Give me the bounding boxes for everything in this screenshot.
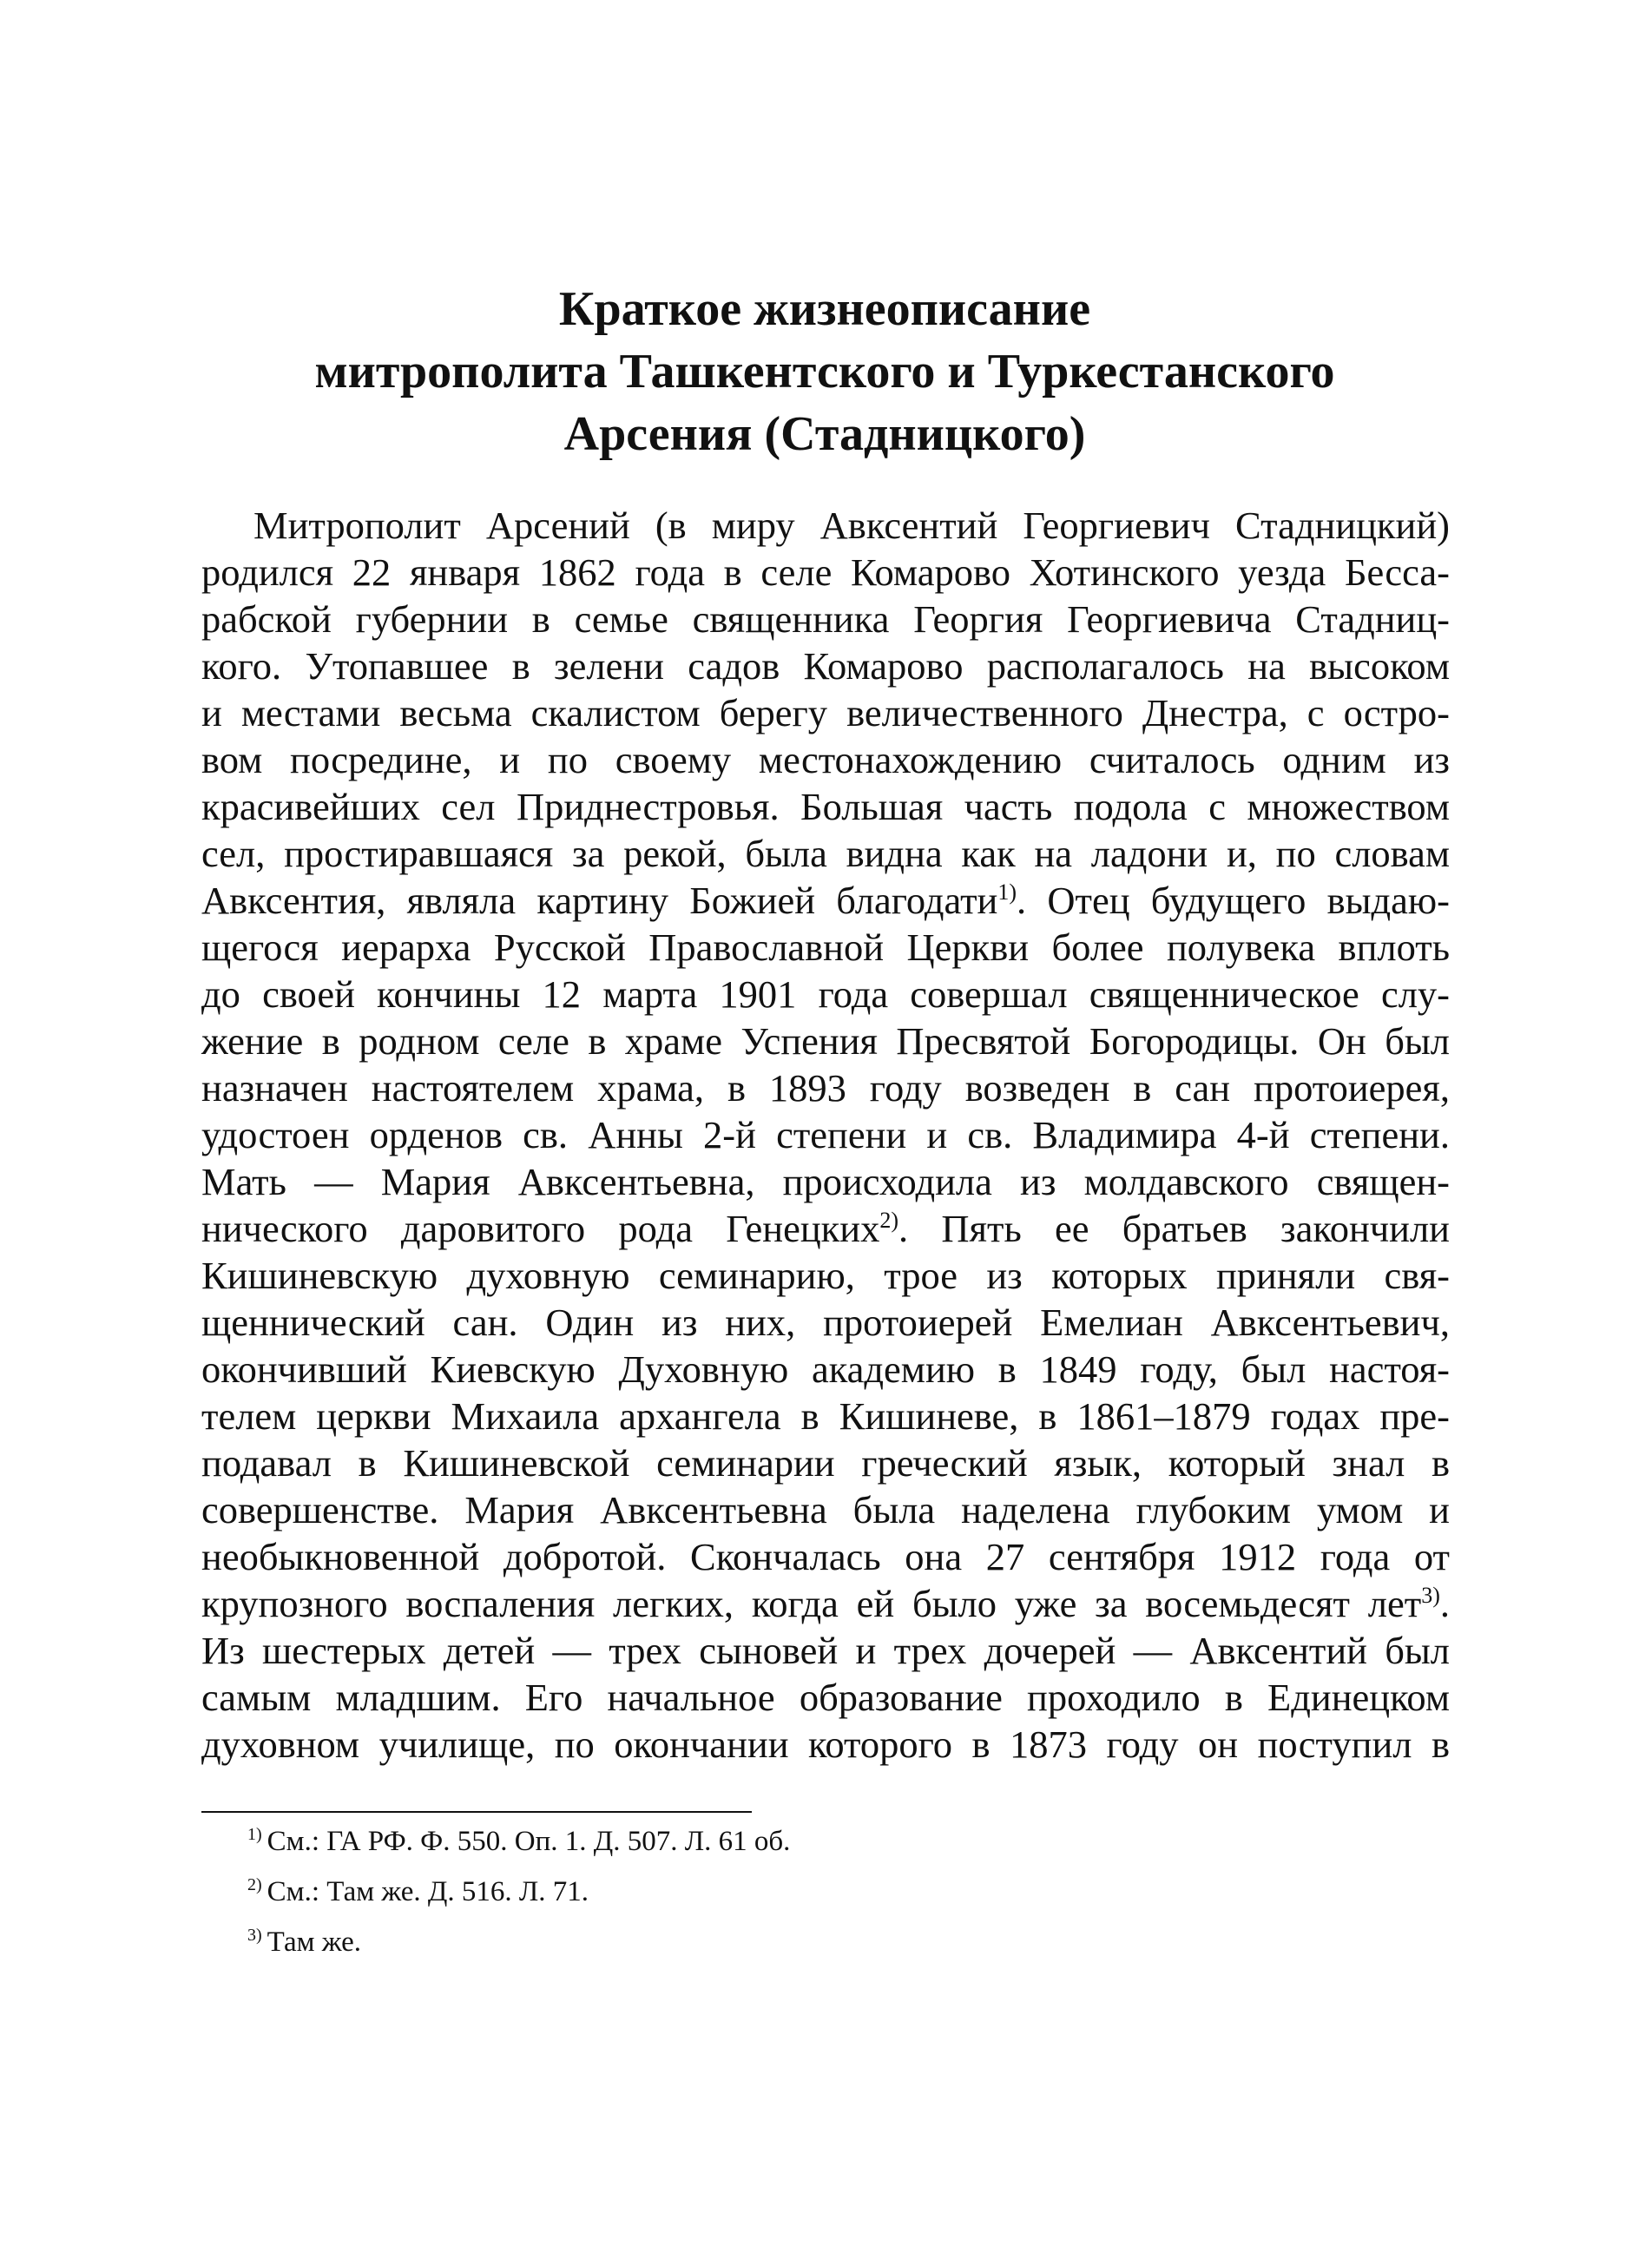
body-line xyxy=(201,1393,1450,1439)
body-line xyxy=(201,1158,1450,1205)
body-line-text: духовном училище, по окончании которого в 1873 году он поступил в xyxy=(201,1722,1450,1766)
body-line xyxy=(201,1111,1450,1158)
footnote-mark: 3) xyxy=(247,1926,262,1945)
body-line-text: окончивший Киевскую Духовную академию в 1849 году, был настоя- xyxy=(201,1347,1450,1391)
body-line xyxy=(201,1674,1450,1721)
body-line-text: и местами весьма скалистом берегу величественного Днестра, с остро- xyxy=(201,691,1450,734)
body-line xyxy=(201,1252,1450,1299)
body-line-text: красивейших сел Приднестровья. Большая часть подола с множеством xyxy=(201,785,1450,828)
body-line-text: щеннический сан. Один из них, протоиерей Емелиан Авксентьевич, xyxy=(201,1301,1450,1344)
body-line-text: Авксентия, являла картину Божией благодати xyxy=(201,879,998,922)
body-line-text: крупозного воспаления легких, когда ей было уже за восемьдесят лет xyxy=(201,1582,1422,1625)
footnote-text: См.: Там же. Д. 516. Л. 71. xyxy=(267,1876,589,1907)
body-line xyxy=(201,689,1450,736)
body-line-text: необыкновенной добротой. Скончалась она 27 сентября 1912 года от xyxy=(201,1535,1450,1578)
body-line xyxy=(201,1721,1450,1768)
body-line-text: кого. Утопавшее в зелени садов Комарово располагалось на высоком xyxy=(201,644,1450,688)
body-line xyxy=(201,1064,1450,1111)
body-line xyxy=(201,736,1450,783)
body-line xyxy=(201,1580,1450,1627)
footnote-1 xyxy=(247,1816,1445,1867)
body-line-text: до своей кончины 12 марта 1901 года совершал священническое слу- xyxy=(201,972,1450,1016)
body-line-text: щегося иерарха Русской Православной Церкви более полувека вплоть xyxy=(201,925,1450,969)
body-text xyxy=(201,502,1450,1768)
footnote-mark: 1) xyxy=(247,1825,262,1844)
body-line xyxy=(201,783,1450,830)
footnotes xyxy=(247,1816,1445,1967)
footnote-divider xyxy=(201,1811,752,1813)
body-line-text: подавал в Кишиневской семинарии греческий язык, который знал в xyxy=(201,1441,1450,1485)
title-line-1: Краткое жизнеописание xyxy=(558,282,1091,336)
footnote-2 xyxy=(247,1867,1445,1917)
body-line xyxy=(201,1627,1450,1674)
body-line xyxy=(201,1533,1450,1580)
body-line-text: удостоен орденов св. Анны 2-й степени и св. Владимира 4-й степени. xyxy=(201,1113,1450,1156)
body-line xyxy=(201,971,1450,1018)
title-line-2: митрополита Ташкентского и Туркестанского xyxy=(314,345,1335,398)
body-line-text: Из шестерых детей — трех сыновей и трех дочерей — Авксентий был xyxy=(201,1629,1450,1672)
body-line xyxy=(201,1486,1450,1533)
body-line-text: Кишиневскую духовную семинарию, трое из которых приняли свя- xyxy=(201,1254,1450,1297)
footnote-3 xyxy=(247,1917,1445,1967)
body-line-text: жение в родном селе в храме Успения Пресвятой Богородицы. Он был xyxy=(201,1019,1450,1063)
body-line xyxy=(201,1205,1450,1252)
body-line xyxy=(201,1439,1450,1486)
body-line-text-continued: . xyxy=(1439,1582,1450,1625)
title-line-3: Арсения (Стадницкого) xyxy=(563,407,1086,461)
footnote-reference: 1) xyxy=(997,879,1017,906)
body-line-text: Мать — Мария Авксентьевна, происходила из молдавского священ- xyxy=(201,1160,1450,1203)
body-line-text: совершенстве. Мария Авксентьевна была наделена глубоким умом и xyxy=(201,1488,1450,1531)
body-line-text-continued: . Пять ее братьев закончили xyxy=(898,1207,1450,1250)
body-line xyxy=(201,1346,1450,1393)
body-line xyxy=(201,1299,1450,1346)
body-line-text: вом посредине, и по своему местонахождению считалось одним из xyxy=(201,738,1450,781)
body-line-text: рабской губернии в семье священника Георгия Георгиевича Стадниц- xyxy=(201,597,1450,641)
body-line-text: родился 22 января 1862 года в селе Комарово Хотинского уезда Бесса- xyxy=(201,550,1450,594)
footnote-reference: 3) xyxy=(1421,1583,1440,1609)
body-line xyxy=(201,1018,1450,1064)
page-title xyxy=(200,278,1450,465)
footnote-mark: 2) xyxy=(247,1875,262,1894)
body-line-text: самым младшим. Его начальное образование проходило в Единецком xyxy=(201,1676,1450,1719)
body-line-text: назначен настоятелем храма, в 1893 году возведен в сан протоиерея, xyxy=(201,1066,1450,1110)
body-line xyxy=(201,502,1450,549)
body-line xyxy=(201,877,1450,924)
body-line xyxy=(201,642,1450,689)
body-line xyxy=(201,924,1450,971)
body-line-text: сел, простиравшаяся за рекой, была видна как на ладони и, по словам xyxy=(201,832,1450,875)
footnote-text: Там же. xyxy=(267,1927,362,1958)
body-line xyxy=(201,549,1450,596)
body-line-text-continued: . Отец будущего выдаю- xyxy=(1017,879,1450,922)
body-line-text: Митрополит Арсений (в миру Авксентий Георгиевич Стадницкий) xyxy=(253,504,1450,547)
body-line-text: телем церкви Михаила архангела в Кишиневе, в 1861–1879 годах пре- xyxy=(201,1394,1450,1438)
body-line xyxy=(201,830,1450,877)
body-line xyxy=(201,596,1450,642)
body-line-text: нического даровитого рода Генецких xyxy=(201,1207,880,1250)
footnote-reference: 2) xyxy=(879,1208,899,1234)
footnote-text: См.: ГА РФ. Ф. 550. Оп. 1. Д. 507. Л. 61 об. xyxy=(267,1826,791,1857)
